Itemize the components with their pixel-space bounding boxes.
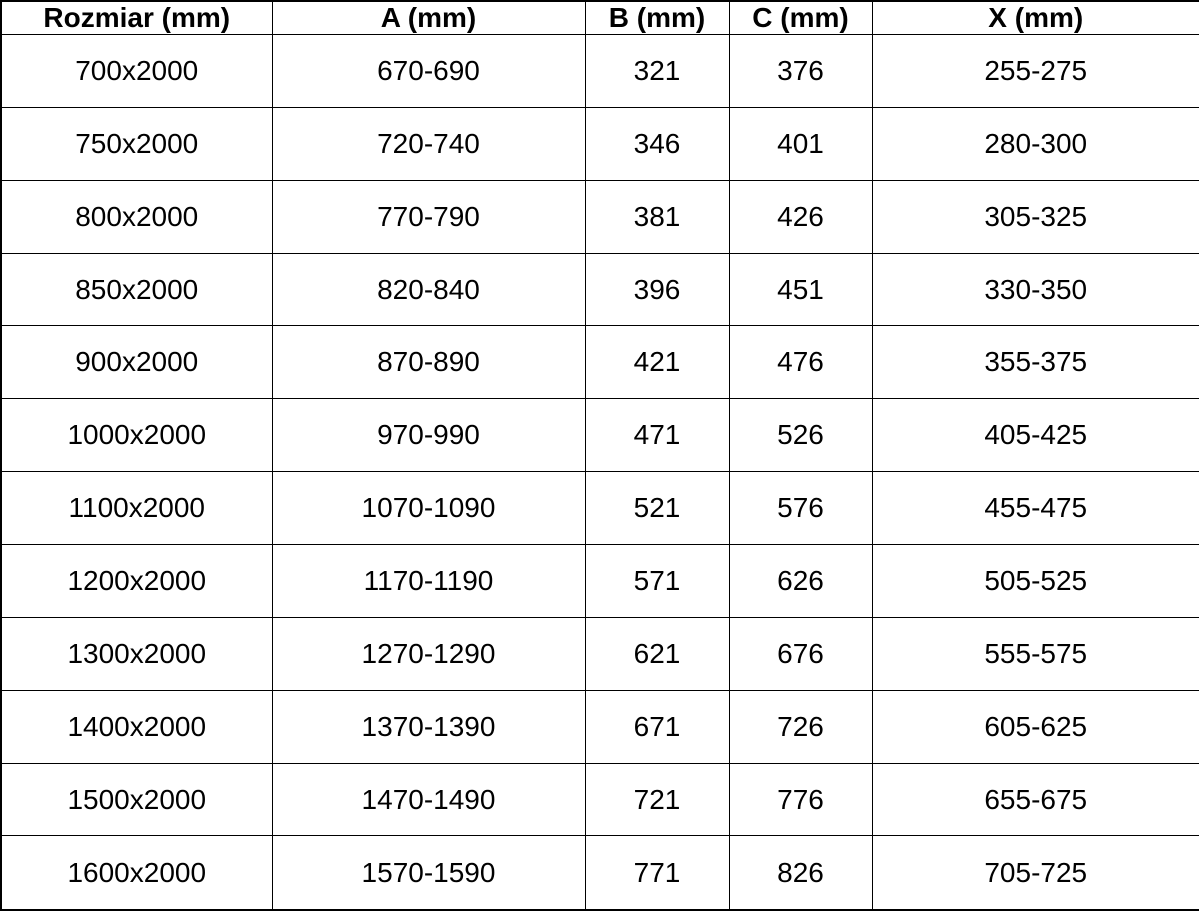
table-cell: 676 [729,617,872,690]
table-cell: 255-275 [872,35,1199,108]
column-header: A (mm) [272,1,585,35]
table-cell: 720-740 [272,107,585,180]
table-cell: 321 [585,35,729,108]
table-cell: 770-790 [272,180,585,253]
table-cell: 826 [729,836,872,910]
table-cell: 870-890 [272,326,585,399]
table-cell: 721 [585,763,729,836]
table-cell: 776 [729,763,872,836]
table-cell: 471 [585,399,729,472]
table-cell: 346 [585,107,729,180]
table-row [1,690,1199,763]
table-cell: 820-840 [272,253,585,326]
table-cell: 605-625 [872,690,1199,763]
table-row [1,253,1199,326]
table-cell: 771 [585,836,729,910]
column-header: C (mm) [729,1,872,35]
table-cell: 1000x2000 [1,399,272,472]
table-row [1,836,1199,910]
table-cell: 800x2000 [1,180,272,253]
table-cell: 396 [585,253,729,326]
table-cell: 700x2000 [1,35,272,108]
table-row [1,763,1199,836]
table-cell: 555-575 [872,617,1199,690]
table-cell: 750x2000 [1,107,272,180]
table-cell: 381 [585,180,729,253]
table-body [1,35,1199,911]
table-cell: 1100x2000 [1,472,272,545]
table-cell: 305-325 [872,180,1199,253]
table-cell: 1270-1290 [272,617,585,690]
table-cell: 426 [729,180,872,253]
table-cell: 401 [729,107,872,180]
table-row [1,35,1199,108]
table-cell: 1570-1590 [272,836,585,910]
table-cell: 1200x2000 [1,545,272,618]
table-cell: 521 [585,472,729,545]
table-cell: 1400x2000 [1,690,272,763]
table-cell: 655-675 [872,763,1199,836]
table-cell: 376 [729,35,872,108]
table-row [1,399,1199,472]
column-header: X (mm) [872,1,1199,35]
column-header: Rozmiar (mm) [1,1,272,35]
table-cell: 571 [585,545,729,618]
table-row [1,617,1199,690]
table-cell: 900x2000 [1,326,272,399]
table-cell: 626 [729,545,872,618]
header-row [1,1,1199,35]
table-cell: 670-690 [272,35,585,108]
table-cell: 330-350 [872,253,1199,326]
table-cell: 280-300 [872,107,1199,180]
table-row [1,180,1199,253]
table-cell: 850x2000 [1,253,272,326]
table-cell: 1500x2000 [1,763,272,836]
table-cell: 576 [729,472,872,545]
table-cell: 705-725 [872,836,1199,910]
table-cell: 526 [729,399,872,472]
table-cell: 1170-1190 [272,545,585,618]
table-cell: 1370-1390 [272,690,585,763]
column-header: B (mm) [585,1,729,35]
table-row [1,472,1199,545]
table-cell: 726 [729,690,872,763]
table-cell: 355-375 [872,326,1199,399]
table-cell: 1070-1090 [272,472,585,545]
table-row [1,326,1199,399]
table-cell: 455-475 [872,472,1199,545]
table-cell: 970-990 [272,399,585,472]
table-cell: 451 [729,253,872,326]
table-cell: 1600x2000 [1,836,272,910]
table-cell: 421 [585,326,729,399]
table-cell: 405-425 [872,399,1199,472]
table-cell: 476 [729,326,872,399]
table-cell: 621 [585,617,729,690]
table-cell: 1300x2000 [1,617,272,690]
table-cell: 671 [585,690,729,763]
table-row [1,107,1199,180]
table-cell: 505-525 [872,545,1199,618]
table-row [1,545,1199,618]
table-cell: 1470-1490 [272,763,585,836]
